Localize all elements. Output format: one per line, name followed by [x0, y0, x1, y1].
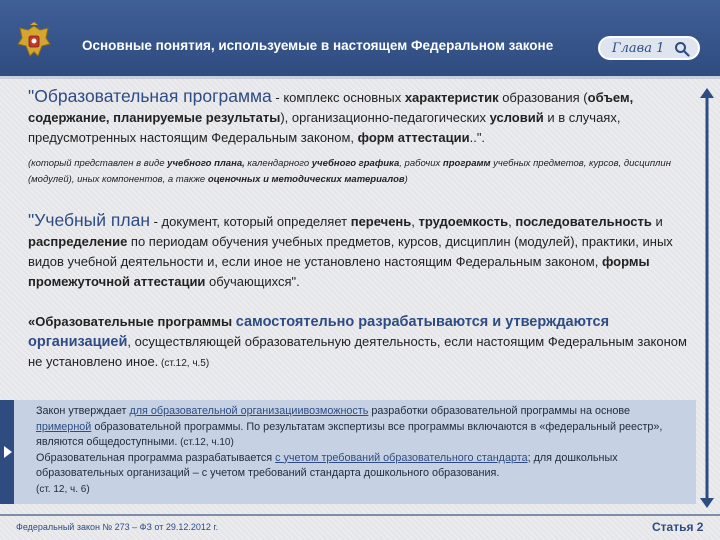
highlight-text: самостоятельно разрабатываются и утверждаются организацией	[28, 314, 610, 350]
article-reference: (ст. 12, ч. 6)	[36, 483, 90, 495]
scroll-track	[706, 98, 709, 498]
bold-text: формы промежуточной аттестации	[28, 254, 650, 289]
highlight-text: для образовательной организации	[129, 405, 304, 417]
highlight-text: с учетом требований образовательного стандарта	[275, 451, 528, 464]
text: учебных предметов, курсов, дисциплин (модулей), иных компонентов, а также	[28, 158, 671, 185]
coat-of-arms-icon	[14, 22, 54, 60]
highlight-text: возможность	[303, 405, 369, 417]
text: образовательной программы. По результатам экспертизы все программы включаются в «федеральный реестр», являются общедоступными.	[36, 420, 663, 448]
bold-text: учебного графика	[311, 158, 400, 169]
footer-law-reference: Федеральный закон № 273 – ФЗ от 29.12.2012 г.	[16, 522, 219, 532]
article-reference: (ст.12, ч.10)	[177, 437, 234, 448]
bold-text: характеристик	[404, 90, 499, 105]
text: образования (	[498, 90, 588, 105]
footer-article-number: Статья 2	[652, 520, 704, 534]
term-educational-program: Образовательная программа	[34, 86, 272, 106]
program-development-statement	[28, 312, 690, 374]
text: ..".	[469, 130, 486, 145]
text: обучающихся".	[205, 274, 300, 289]
text: и в случаях, предусмотренных настоящим Федеральным законом,	[28, 110, 621, 145]
text: по периодам обучения учебных предметов, курсов, дисциплин (модулей), практики, иных видов учебной деятельности и, если иное не установлено настоящим Федеральным законом,	[28, 234, 673, 269]
definition-educational-program	[28, 86, 690, 148]
bold-text: последовательность	[515, 214, 652, 229]
article-reference: (ст.12, ч.5)	[158, 358, 210, 369]
info-box	[14, 400, 696, 504]
search-icon[interactable]	[674, 41, 690, 57]
info-text	[36, 404, 686, 497]
footer-divider	[0, 514, 720, 516]
text: ; для дошкольных образовательных организаций – с учетом требований стандарта дошкольного образования.	[36, 451, 618, 479]
bold-text: трудоемкость	[418, 214, 509, 229]
chapter-search-box[interactable]	[598, 36, 700, 60]
scroll-down-arrow-icon	[700, 498, 714, 508]
bold-text: учебного плана,	[167, 158, 245, 169]
text: - документ, который определяет	[149, 214, 351, 229]
bold-text: «Образовательные программы	[28, 314, 236, 329]
text: ,	[411, 214, 419, 229]
program-components-note	[28, 156, 690, 188]
quote-mark: "	[28, 86, 35, 106]
chapter-label: Глава 1	[612, 41, 665, 56]
bold-text: программ	[442, 158, 491, 169]
bold-text: форм аттестации	[357, 130, 470, 145]
text: Закон утверждает	[36, 405, 130, 417]
scrollbar[interactable]	[699, 88, 715, 508]
definition-curriculum	[28, 210, 690, 292]
text: ,	[508, 214, 516, 229]
bold-text: перечень	[350, 214, 412, 229]
bold-text: распределение	[28, 234, 128, 249]
text: Образовательная программа разрабатывается	[36, 451, 276, 464]
text: ), организационно-педагогических	[280, 110, 490, 125]
text: )	[404, 174, 408, 185]
highlight-text: примерной	[36, 420, 92, 433]
page-title: Основные понятия, используемые в настоящем Федеральном законе	[82, 38, 554, 53]
text: разработки образовательной программы на основе	[368, 405, 630, 417]
quote-mark: "	[28, 210, 35, 230]
bold-text: условий	[489, 110, 544, 125]
text: календарного	[244, 158, 312, 169]
text: - комплекс основных	[271, 90, 405, 105]
bold-text: объем, содержание, планируемые результаты	[28, 90, 634, 125]
text: и	[651, 214, 663, 229]
scroll-up-arrow-icon	[700, 88, 714, 98]
header-bar	[0, 0, 720, 79]
bold-text: оценочных и методических материалов	[207, 174, 405, 185]
text: , рабочих	[399, 158, 443, 169]
text: (который представлен в виде	[28, 158, 168, 169]
text: , осуществляющей образовательную деятельность, если настоящим Федеральным законом не установлено иное.	[28, 334, 687, 369]
term-curriculum: Учебный план	[34, 210, 150, 230]
